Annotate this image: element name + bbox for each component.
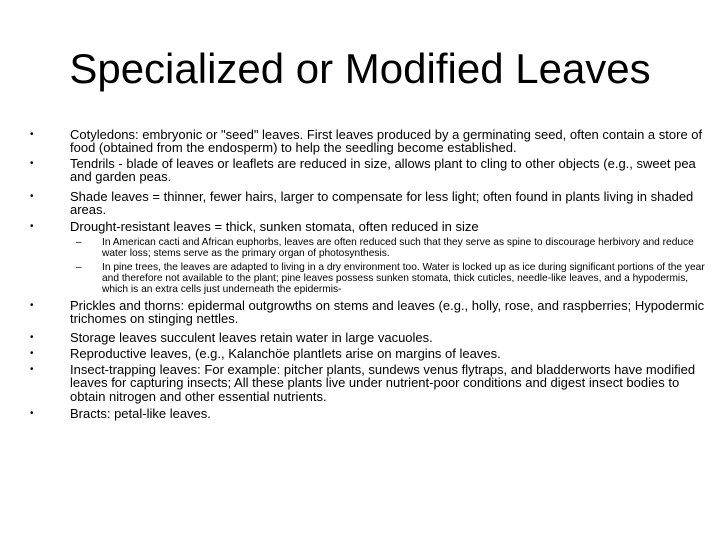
bullet-item-reproductive-leaves	[30, 346, 501, 361]
bullet-text: Shade leaves = thinner, fewer hairs, larger to compensate for less light; often found in plants living in shaded areas.	[70, 189, 694, 218]
sub-bullet-text: In American cacti and African euphorbs, leaves are often reduced such that they serve as spine to discourage herbivory and reduce water loss; stems serve as the primary organ of photosynthesis.	[102, 237, 694, 259]
bullet-marker: •	[30, 348, 34, 359]
bullet-marker: •	[30, 408, 34, 419]
bullet-item-cotyledons	[30, 127, 710, 156]
bullet-marker: •	[30, 221, 34, 232]
bullet-text: Drought-resistant leaves = thick, sunken stomata, often reduced in size	[70, 219, 479, 234]
bullet-item-shade-leaves	[30, 189, 710, 218]
bullet-item-storage-leaves	[30, 330, 433, 345]
bullet-text: Prickles and thorns: epidermal outgrowths on stems and leaves (e.g., holly, rose, and raspberries; Hypodermic trichomes on stinging nettles.	[70, 298, 705, 327]
bullet-text: Tendrils - blade of leaves or leaflets are reduced in size, allows plant to cling to other objects (e.g., sweet pea and garden peas.	[70, 156, 696, 185]
bullet-text: Insect-trapping leaves: For example: pitcher plants, sundews venus flytraps, and bladderworts have modified leaves for capturing insects; All these plants live under nutrient-poor conditions and digest insect bodies to obtain nitrogen and other essential nutrients.	[70, 362, 696, 404]
bullet-item-insect-trapping	[30, 362, 710, 404]
bullet-item-tendrils	[30, 156, 710, 185]
bullet-text: Storage leaves succulent leaves retain water in large vacuoles.	[70, 330, 433, 345]
bullet-marker: •	[30, 332, 34, 343]
sub-bullet-marker: –	[76, 237, 82, 248]
bullet-marker: •	[30, 300, 34, 311]
bullet-text: Reproductive leaves, (e.g., Kalanchöe plantlets arise on margins of leaves.	[70, 346, 501, 361]
bullet-item-prickles	[30, 298, 710, 327]
bullet-marker: •	[30, 129, 34, 140]
slide-title: Specialized or Modified Leaves	[69, 45, 651, 92]
bullet-marker: •	[30, 191, 34, 202]
sub-bullet-text: In pine trees, the leaves are adapted to living in a dry environment too. Water is locked up as ice during significant portions of the year and therefore not available to the plant; pine leaves possess sunken stomata, thick cuticles, needle-like leaves, and a hypodermis, which is an extra cells just underneath the epidermis-	[102, 262, 705, 295]
bullet-marker: •	[30, 158, 34, 169]
sub-bullet-item-pine-trees	[76, 262, 707, 295]
sub-bullet-item-cacti	[76, 237, 707, 259]
sub-bullet-marker: –	[76, 262, 82, 273]
bullet-text: Bracts: petal-like leaves.	[70, 406, 211, 421]
bullet-item-drought-resistant	[30, 219, 479, 234]
bullet-item-bracts	[30, 406, 211, 421]
bullet-marker: •	[30, 364, 34, 375]
bullet-text: Cotyledons: embryonic or "seed" leaves. First leaves produced by a germinating seed, often contain a store of food (obtained from the endosperm) to help the seedling become established.	[70, 127, 703, 156]
